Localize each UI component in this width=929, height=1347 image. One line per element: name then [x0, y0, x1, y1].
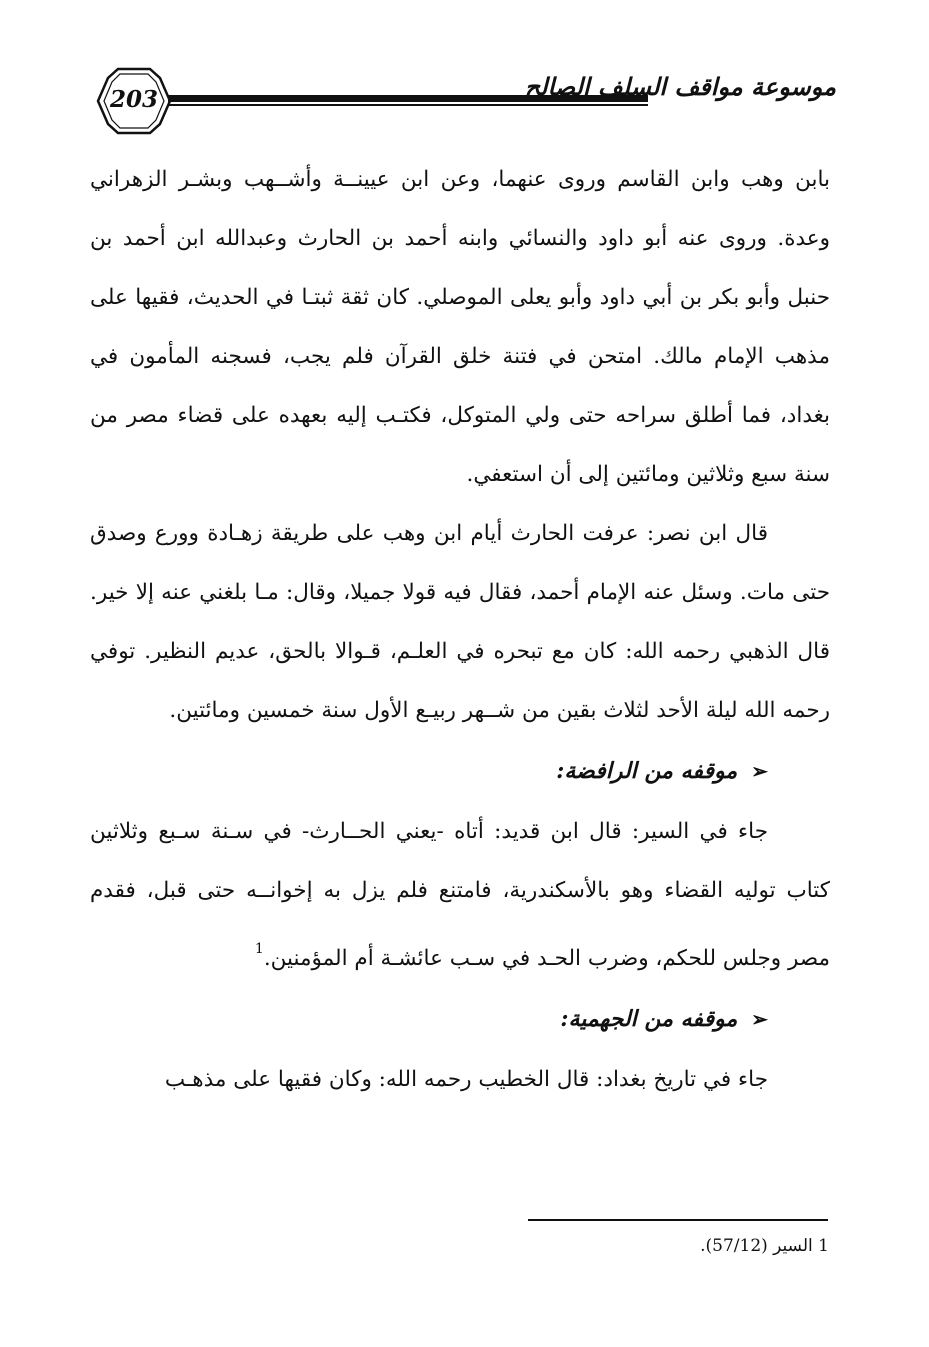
- heading-text: موقفه من الجهمية:: [560, 1006, 738, 1032]
- footnote-separator: [528, 1219, 828, 1221]
- paragraph-2: قال ابن نصر: عرفت الحارث أيام ابن وهب على طريقة زهـادة وورع وصدق حتى مات. وسئل عنه الإمام أحمد، فقال فيه قولا جميلا، وقال: مـا بلغني عنه إلا خير. قال الذهبي رحمه الله: كان مع تبحره في العلـم، قـوالا بالحق، عديم النظير. توفي رحمه الله ليلة الأحد لثلاث بقين من شــهر ربيـع الأول سنة خمسين ومائتين.: [90, 521, 830, 723]
- heading-text: موقفه من الرافضة:: [556, 758, 738, 784]
- footnote-mark: 1: [254, 941, 264, 957]
- page-body: [90, 150, 830, 1109]
- page-number-badge: [96, 66, 172, 136]
- footnote-number: 1: [818, 1236, 829, 1256]
- page-number: 203: [109, 86, 158, 113]
- paragraph-1: بابن وهب وابن القاسم وروى عنهما، وعن ابن عيينــة وأشــهب وبشـر الزهراني وعدة. وروى عنه أبو داود والنسائي وابنه أحمد بن الحارث وعبدالله ابن أحمد بن حنبل وأبو بكر بن أبي داود وأبو يعلى الموصلي. كان ثقة ثبتـا في الحديث، فقيها على مذهب الإمام مالك. امتحن في فتنة خلق القرآن فلم يجب، فسجنه المأمون في بغداد، فما أطلق سراحه حتى ولي المتوكل، فكتـب إليه بعهده على قضاء مصر من سنة سبع وثلاثين ومائتين إلى أن استعفي.: [90, 167, 830, 487]
- header-rule-thin: [168, 104, 648, 106]
- footnote-text: السير (57/12).: [700, 1236, 813, 1256]
- section-heading-jahmiyya: [90, 988, 830, 1050]
- paragraph-text: جاء في السير: قال ابن قديد: أتاه -يعني الحــارث- في سـنة سـبع وثلاثين كتاب توليه القضاء وهو بالأسكندرية، فامتنع فلم يزل به إخوانــه حتى قبل، فقدم مصر وجلس للحكم، وضرب الحـد في سـب عائشـة أم المؤمنين.: [90, 819, 830, 971]
- arrowhead-icon: ➢: [751, 759, 768, 783]
- paragraph-jahmiyya: جاء في تاريخ بغداد: قال الخطيب رحمه الله: وكان فقيها على مذهـب: [164, 1067, 768, 1092]
- series-title: موسوعة مواقف السلف الصالح: [524, 72, 836, 101]
- paragraph-rafida: [90, 802, 830, 988]
- section-heading-rafida: [90, 740, 830, 802]
- page-header: [96, 66, 836, 136]
- footnote: [700, 1236, 829, 1256]
- arrowhead-icon: ➢: [751, 1007, 768, 1031]
